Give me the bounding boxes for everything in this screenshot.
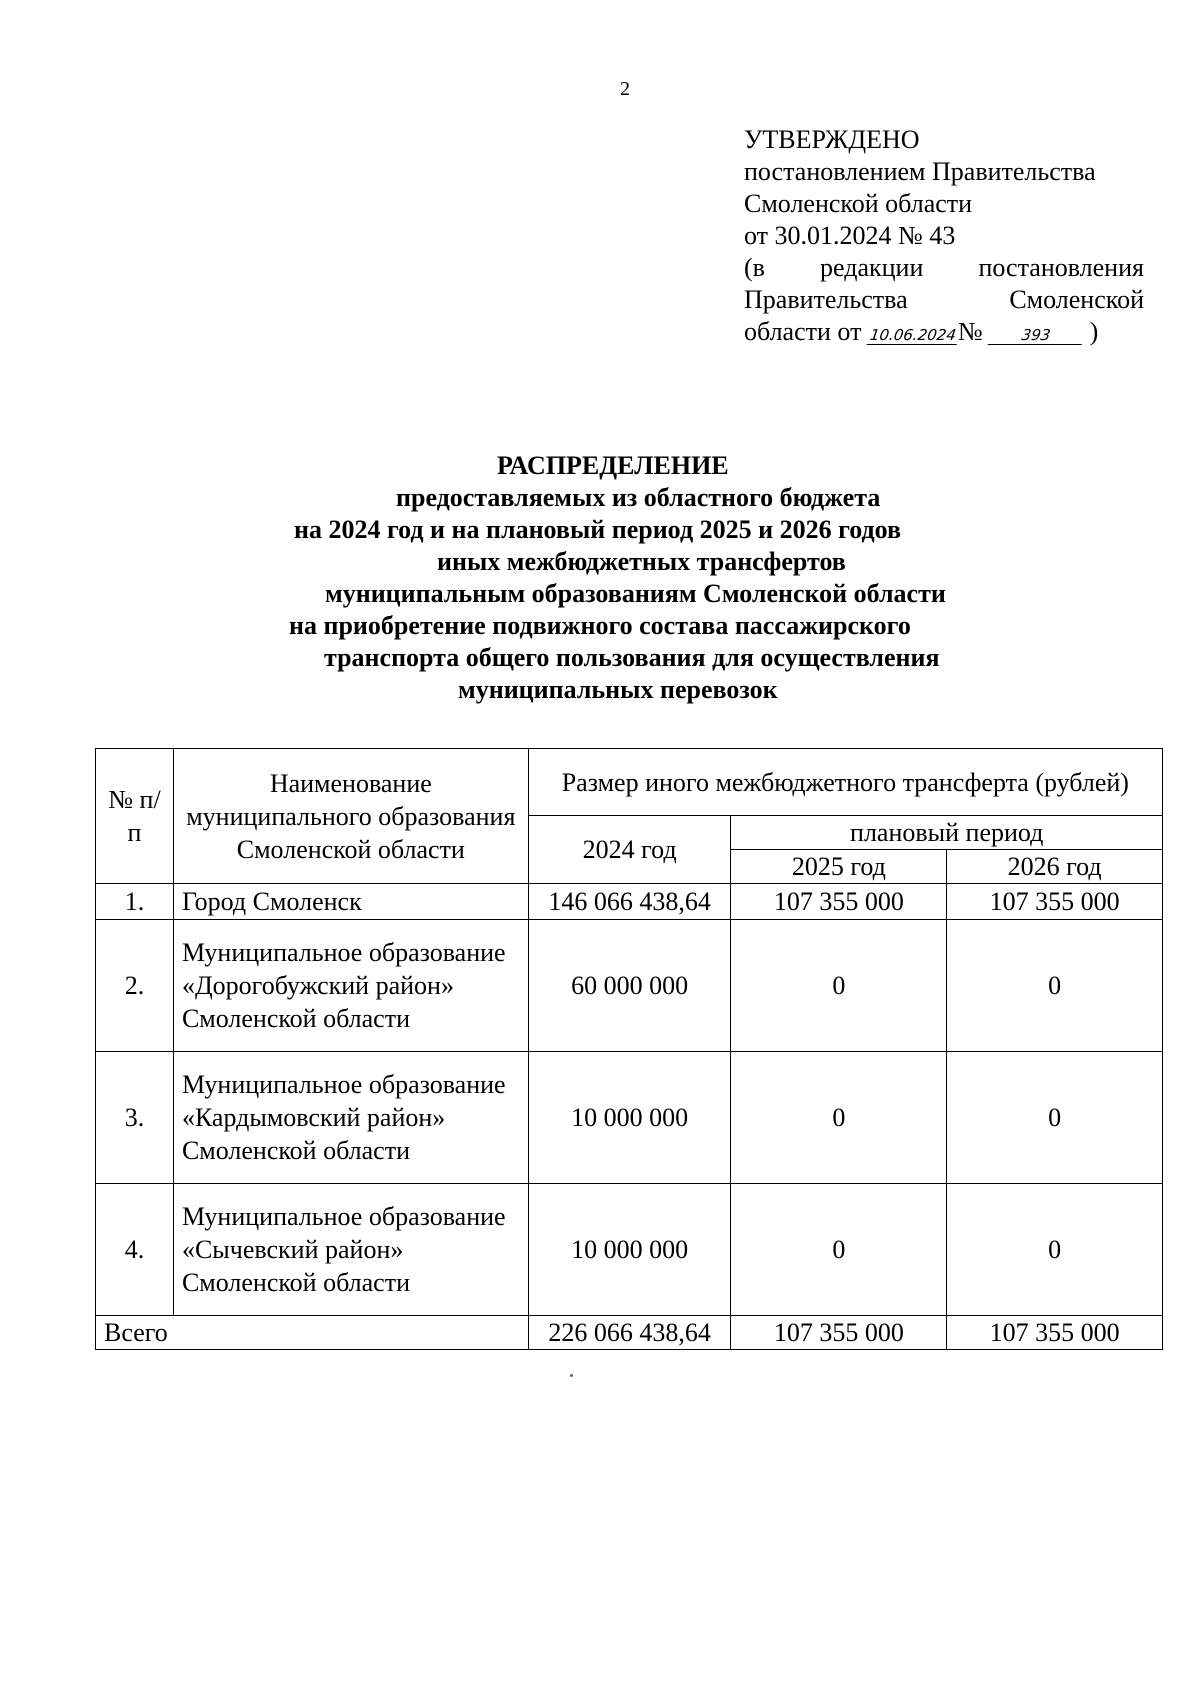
- title-line: муниципальных перевозок: [458, 675, 778, 704]
- row-2026-value: 0: [947, 920, 1163, 1052]
- total-2025-value: 107 355 000: [731, 1316, 947, 1350]
- row-2026-value: 107 355 000: [947, 884, 1163, 920]
- total-2024-value: 226 066 438,64: [528, 1316, 731, 1350]
- approval-line: постановлением Правительства: [744, 157, 1096, 186]
- row-2024-value: 60 000 000: [528, 920, 731, 1052]
- approval-word: Правительства: [744, 285, 908, 314]
- closing-paren: ): [1089, 317, 1099, 346]
- title-line: на приобретение подвижного состава пассажирского: [289, 611, 911, 640]
- scan-speck: [570, 1374, 573, 1377]
- header-year-2024: 2024 год: [528, 816, 731, 884]
- row-number: 2.: [96, 920, 174, 1052]
- approval-justified-line: [744, 284, 1144, 316]
- title-line: муниципальным образованиям Смоленской области: [325, 579, 946, 608]
- approval-line: Смоленской области: [744, 189, 973, 218]
- distribution-table: [95, 748, 1163, 1350]
- header-year-2025: 2025 год: [731, 850, 947, 884]
- title-line: иных межбюджетных трансфертов: [437, 547, 846, 576]
- header-year-2026: 2026 год: [947, 850, 1163, 884]
- row-number: 4.: [96, 1184, 174, 1316]
- title-line: на 2024 год и на плановый период 2025 и 2026 годов: [294, 515, 902, 544]
- approval-word: редакции: [820, 253, 924, 282]
- page-number: 2: [620, 78, 630, 100]
- row-2025-value: 107 355 000: [731, 884, 947, 920]
- approval-amendment-line: [744, 316, 1144, 348]
- table-row: [96, 1184, 1163, 1316]
- header-number: № п/п: [96, 749, 174, 884]
- number-sign: №: [957, 317, 983, 346]
- table-row: [96, 884, 1163, 920]
- row-2024-value: 146 066 438,64: [528, 884, 731, 920]
- row-number: 1.: [96, 884, 174, 920]
- header-transfer-size: Размер иного межбюджетного трансферта (рублей): [528, 749, 1162, 816]
- row-municipality: Муниципальное образование «Кардымовский район» Смоленской области: [173, 1052, 528, 1184]
- handwritten-date: 10.06.2024: [867, 326, 960, 345]
- row-2024-value: 10 000 000: [528, 1052, 731, 1184]
- row-2025-value: 0: [731, 1184, 947, 1316]
- header-municipality: Наименование муниципального образования Смоленской области: [173, 749, 528, 884]
- handwritten-number: 393: [988, 326, 1085, 345]
- row-2026-value: 0: [947, 1052, 1163, 1184]
- row-2024-value: 10 000 000: [528, 1184, 731, 1316]
- row-2025-value: 0: [731, 920, 947, 1052]
- approval-justified-line: [744, 252, 1144, 284]
- approval-heading: УТВЕРЖДЕНО: [744, 125, 920, 154]
- title-line: транспорта общего пользования для осуществления: [324, 643, 940, 672]
- approval-line: от 30.01.2024 № 43: [744, 221, 956, 250]
- table-row: [96, 920, 1163, 1052]
- approval-block: [744, 124, 1144, 348]
- total-2026-value: 107 355 000: [947, 1316, 1163, 1350]
- header-planned-period: плановый период: [731, 816, 1163, 850]
- amendment-prefix: области от: [744, 317, 862, 346]
- row-2025-value: 0: [731, 1052, 947, 1184]
- row-municipality: Муниципальное образование «Дорогобужский район» Смоленской области: [173, 920, 528, 1052]
- approval-word: Смоленской: [1009, 285, 1144, 314]
- document-title: [0, 450, 1200, 706]
- row-number: 3.: [96, 1052, 174, 1184]
- table-row: [96, 1052, 1163, 1184]
- row-municipality: Город Смоленск: [173, 884, 528, 920]
- table-header-row: [96, 749, 1163, 816]
- approval-word: (в: [744, 253, 765, 282]
- approval-word: постановления: [978, 253, 1144, 282]
- title-heading: РАСПРЕДЕЛЕНИЕ: [497, 451, 729, 480]
- row-2026-value: 0: [947, 1184, 1163, 1316]
- total-label: Всего: [96, 1316, 529, 1350]
- title-line: предоставляемых из областного бюджета: [396, 483, 881, 512]
- row-municipality: Муниципальное образование «Сычевский район» Смоленской области: [173, 1184, 528, 1316]
- table-total-row: [96, 1316, 1163, 1350]
